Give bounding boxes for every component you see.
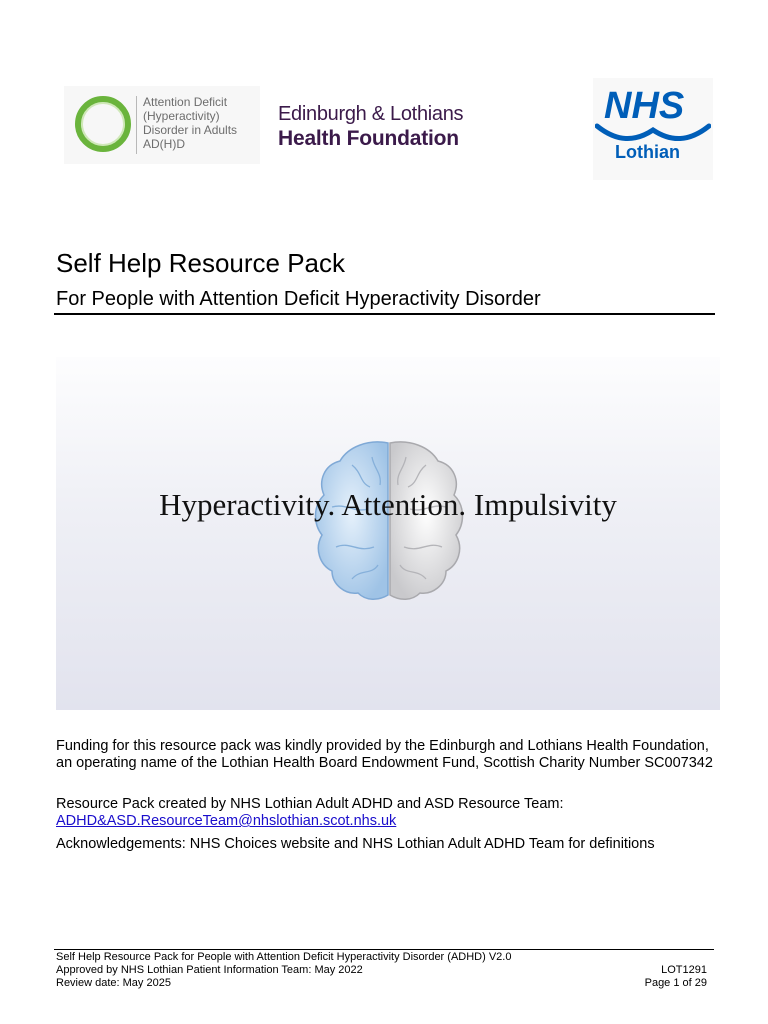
nhs-region-name: Lothian xyxy=(615,142,680,162)
footer-review-date: Review date: May 2025 xyxy=(56,977,171,989)
acknowledgements-paragraph: Acknowledgements: NHS Choices website and NHS Lothian Adult ADHD Team for definitions xyxy=(56,836,655,852)
page-title: Self Help Resource Pack xyxy=(56,248,346,278)
adhd-logo-text xyxy=(143,95,237,151)
footer-doc-title: Self Help Resource Pack for People with Attention Deficit Hyperactivity Disorder (ADHD) V2.0 xyxy=(56,951,512,963)
health-foundation-logo xyxy=(278,102,463,152)
funding-paragraph: Funding for this resource pack was kindly provided by the Edinburgh and Lothians Health Foundation, an operating name of the Lothian Health Board Endowment Fund, Scottish Charity Number SC007342 xyxy=(56,738,713,771)
banner-caption: Hyperactivity. Attention. Impulsivity xyxy=(159,487,617,522)
footer-divider xyxy=(54,949,714,950)
title-divider xyxy=(54,313,715,315)
footer-approved: Approved by NHS Lothian Patient Information Team: May 2022 xyxy=(56,964,363,976)
adhd-logo-line: AD(H)D xyxy=(143,137,185,151)
logo-divider xyxy=(136,96,137,154)
page-subtitle: For People with Attention Deficit Hyperactivity Disorder xyxy=(56,288,541,310)
nhs-lothian-logo xyxy=(593,78,713,180)
resource-team-email-link[interactable]: ADHD&ASD.ResourceTeam@nhslothian.scot.nhs.uk xyxy=(56,813,397,829)
adhd-logo-line: (Hyperactivity) xyxy=(143,109,220,123)
health-foundation-line1: Edinburgh & Lothians xyxy=(278,103,464,125)
created-by-paragraph xyxy=(56,796,716,830)
nhs-wordmark: NHS xyxy=(604,85,685,127)
footer-doc-code: LOT1291 xyxy=(661,964,707,976)
adhd-logo xyxy=(64,86,260,164)
created-by-text: Resource Pack created by NHS Lothian Adult ADHD and ASD Resource Team: xyxy=(56,796,564,812)
brain-illustration-icon xyxy=(56,357,720,710)
green-ring-icon xyxy=(75,96,131,152)
health-foundation-line2: Health Foundation xyxy=(278,127,459,150)
cover-banner xyxy=(56,357,720,710)
footer-page-number: Page 1 of 29 xyxy=(644,977,707,989)
adhd-logo-line: Disorder in Adults xyxy=(143,123,238,137)
adhd-logo-line: Attention Deficit xyxy=(143,95,228,109)
